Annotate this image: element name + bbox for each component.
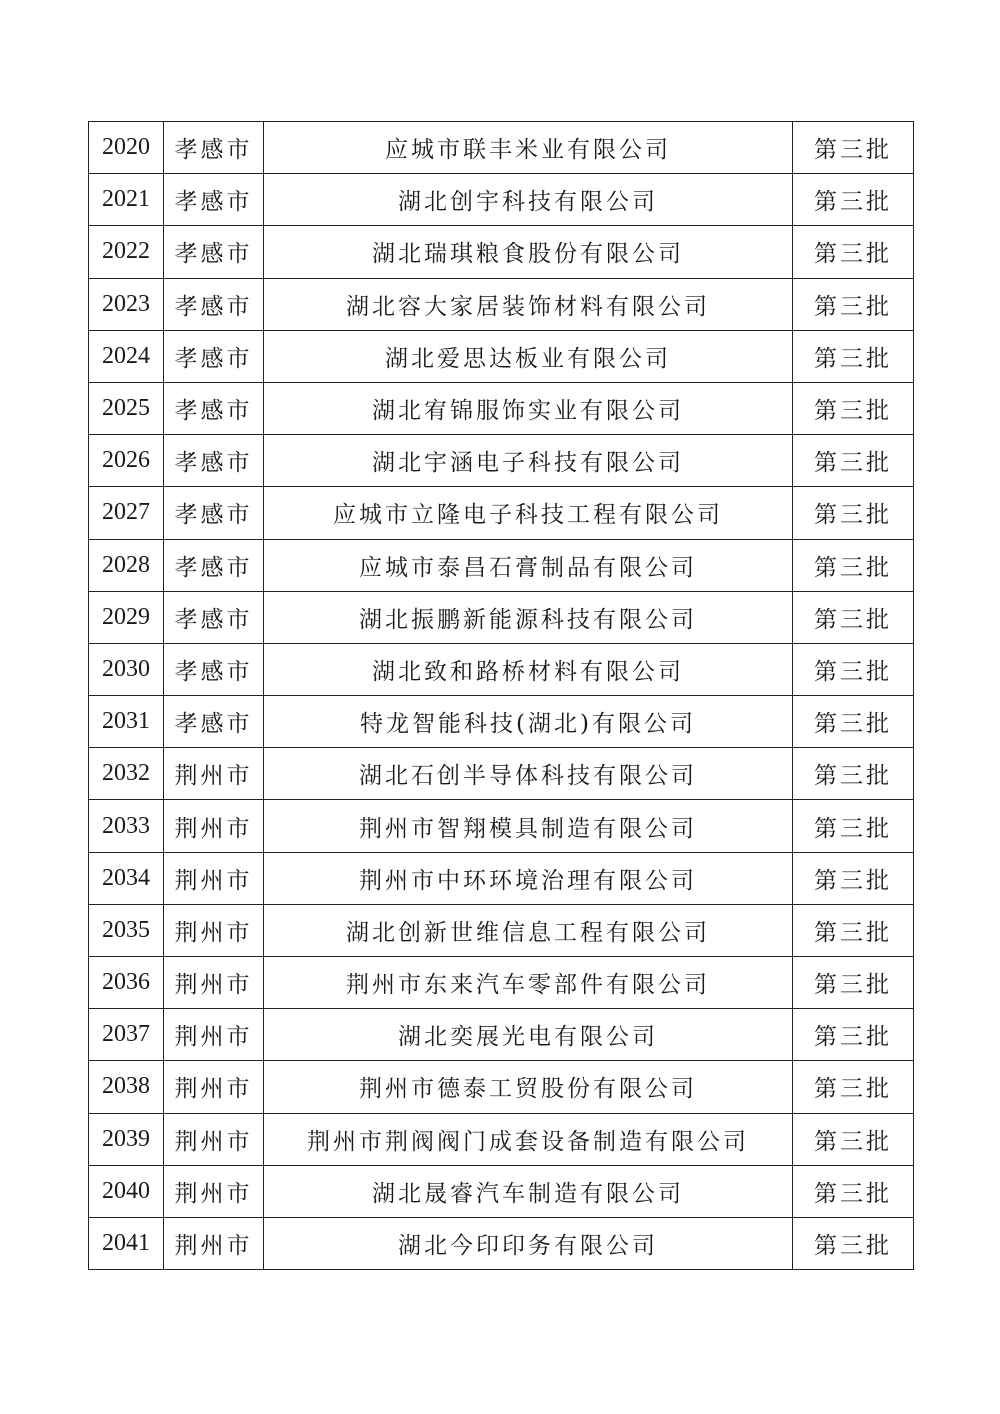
row-number-cell: 2027 (89, 487, 164, 539)
table-row (89, 1009, 914, 1061)
company-name-cell: 湖北今印印务有限公司 (264, 1217, 793, 1269)
batch-cell: 第三批 (793, 1217, 914, 1269)
row-number-cell: 2024 (89, 330, 164, 382)
batch-cell: 第三批 (793, 226, 914, 278)
table-row (89, 800, 914, 852)
company-name-cell: 湖北瑞琪粮食股份有限公司 (264, 226, 793, 278)
batch-cell: 第三批 (793, 748, 914, 800)
row-number-cell: 2031 (89, 696, 164, 748)
city-cell: 孝感市 (164, 382, 264, 434)
table-row (89, 852, 914, 904)
company-name-cell: 荆州市智翔模具制造有限公司 (264, 800, 793, 852)
table-row (89, 748, 914, 800)
table-row (89, 1113, 914, 1165)
batch-cell: 第三批 (793, 278, 914, 330)
company-name-cell: 应城市立隆电子科技工程有限公司 (264, 487, 793, 539)
table-row (89, 278, 914, 330)
company-name-cell: 应城市联丰米业有限公司 (264, 122, 793, 174)
company-name-cell: 湖北石创半导体科技有限公司 (264, 748, 793, 800)
company-name-cell: 湖北创宇科技有限公司 (264, 174, 793, 226)
batch-cell: 第三批 (793, 643, 914, 695)
row-number-cell: 2037 (89, 1009, 164, 1061)
row-number-cell: 2039 (89, 1113, 164, 1165)
row-number-cell: 2028 (89, 539, 164, 591)
city-cell: 孝感市 (164, 539, 264, 591)
company-name-cell: 荆州市中环环境治理有限公司 (264, 852, 793, 904)
row-number-cell: 2040 (89, 1165, 164, 1217)
row-number-cell: 2023 (89, 278, 164, 330)
batch-cell: 第三批 (793, 957, 914, 1009)
batch-cell: 第三批 (793, 487, 914, 539)
city-cell: 孝感市 (164, 330, 264, 382)
row-number-cell: 2021 (89, 174, 164, 226)
city-cell: 孝感市 (164, 174, 264, 226)
table-row (89, 539, 914, 591)
table-row (89, 1061, 914, 1113)
company-name-cell: 湖北晟睿汽车制造有限公司 (264, 1165, 793, 1217)
row-number-cell: 2032 (89, 748, 164, 800)
city-cell: 孝感市 (164, 278, 264, 330)
batch-cell: 第三批 (793, 1113, 914, 1165)
row-number-cell: 2030 (89, 643, 164, 695)
city-cell: 荆州市 (164, 1009, 264, 1061)
company-name-cell: 湖北爱思达板业有限公司 (264, 330, 793, 382)
city-cell: 孝感市 (164, 435, 264, 487)
company-name-cell: 湖北宇涵电子科技有限公司 (264, 435, 793, 487)
city-cell: 孝感市 (164, 487, 264, 539)
company-name-cell: 荆州市德泰工贸股份有限公司 (264, 1061, 793, 1113)
batch-cell: 第三批 (793, 852, 914, 904)
company-list-table (88, 121, 914, 1270)
company-name-cell: 湖北致和路桥材料有限公司 (264, 643, 793, 695)
company-name-cell: 湖北创新世维信息工程有限公司 (264, 904, 793, 956)
table-row (89, 904, 914, 956)
company-name-cell: 湖北宥锦服饰实业有限公司 (264, 382, 793, 434)
company-name-cell: 荆州市东来汽车零部件有限公司 (264, 957, 793, 1009)
city-cell: 荆州市 (164, 904, 264, 956)
row-number-cell: 2036 (89, 957, 164, 1009)
company-name-cell: 湖北奕展光电有限公司 (264, 1009, 793, 1061)
table-row (89, 1217, 914, 1269)
batch-cell: 第三批 (793, 591, 914, 643)
city-cell: 孝感市 (164, 643, 264, 695)
company-name-cell: 特龙智能科技(湖北)有限公司 (264, 696, 793, 748)
row-number-cell: 2034 (89, 852, 164, 904)
row-number-cell: 2035 (89, 904, 164, 956)
city-cell: 荆州市 (164, 957, 264, 1009)
table-row (89, 696, 914, 748)
table-row (89, 122, 914, 174)
city-cell: 孝感市 (164, 696, 264, 748)
city-cell: 荆州市 (164, 1113, 264, 1165)
row-number-cell: 2038 (89, 1061, 164, 1113)
batch-cell: 第三批 (793, 1009, 914, 1061)
city-cell: 孝感市 (164, 122, 264, 174)
row-number-cell: 2041 (89, 1217, 164, 1269)
city-cell: 荆州市 (164, 800, 264, 852)
city-cell: 孝感市 (164, 591, 264, 643)
batch-cell: 第三批 (793, 382, 914, 434)
batch-cell: 第三批 (793, 1165, 914, 1217)
batch-cell: 第三批 (793, 435, 914, 487)
table-row (89, 226, 914, 278)
row-number-cell: 2033 (89, 800, 164, 852)
batch-cell: 第三批 (793, 539, 914, 591)
table-row (89, 487, 914, 539)
row-number-cell: 2022 (89, 226, 164, 278)
batch-cell: 第三批 (793, 122, 914, 174)
row-number-cell: 2029 (89, 591, 164, 643)
batch-cell: 第三批 (793, 330, 914, 382)
table-row (89, 591, 914, 643)
batch-cell: 第三批 (793, 696, 914, 748)
company-name-cell: 荆州市荆阀阀门成套设备制造有限公司 (264, 1113, 793, 1165)
table-row (89, 643, 914, 695)
city-cell: 荆州市 (164, 1061, 264, 1113)
table-row (89, 1165, 914, 1217)
table-row (89, 330, 914, 382)
table-body (89, 122, 914, 1270)
batch-cell: 第三批 (793, 904, 914, 956)
table-row (89, 382, 914, 434)
company-name-cell: 湖北振鹏新能源科技有限公司 (264, 591, 793, 643)
company-name-cell: 湖北容大家居装饰材料有限公司 (264, 278, 793, 330)
batch-cell: 第三批 (793, 1061, 914, 1113)
city-cell: 荆州市 (164, 852, 264, 904)
row-number-cell: 2025 (89, 382, 164, 434)
row-number-cell: 2026 (89, 435, 164, 487)
city-cell: 荆州市 (164, 1165, 264, 1217)
city-cell: 荆州市 (164, 1217, 264, 1269)
batch-cell: 第三批 (793, 174, 914, 226)
table-row (89, 957, 914, 1009)
row-number-cell: 2020 (89, 122, 164, 174)
city-cell: 荆州市 (164, 748, 264, 800)
table-row (89, 435, 914, 487)
table-row (89, 174, 914, 226)
batch-cell: 第三批 (793, 800, 914, 852)
company-name-cell: 应城市泰昌石膏制品有限公司 (264, 539, 793, 591)
city-cell: 孝感市 (164, 226, 264, 278)
